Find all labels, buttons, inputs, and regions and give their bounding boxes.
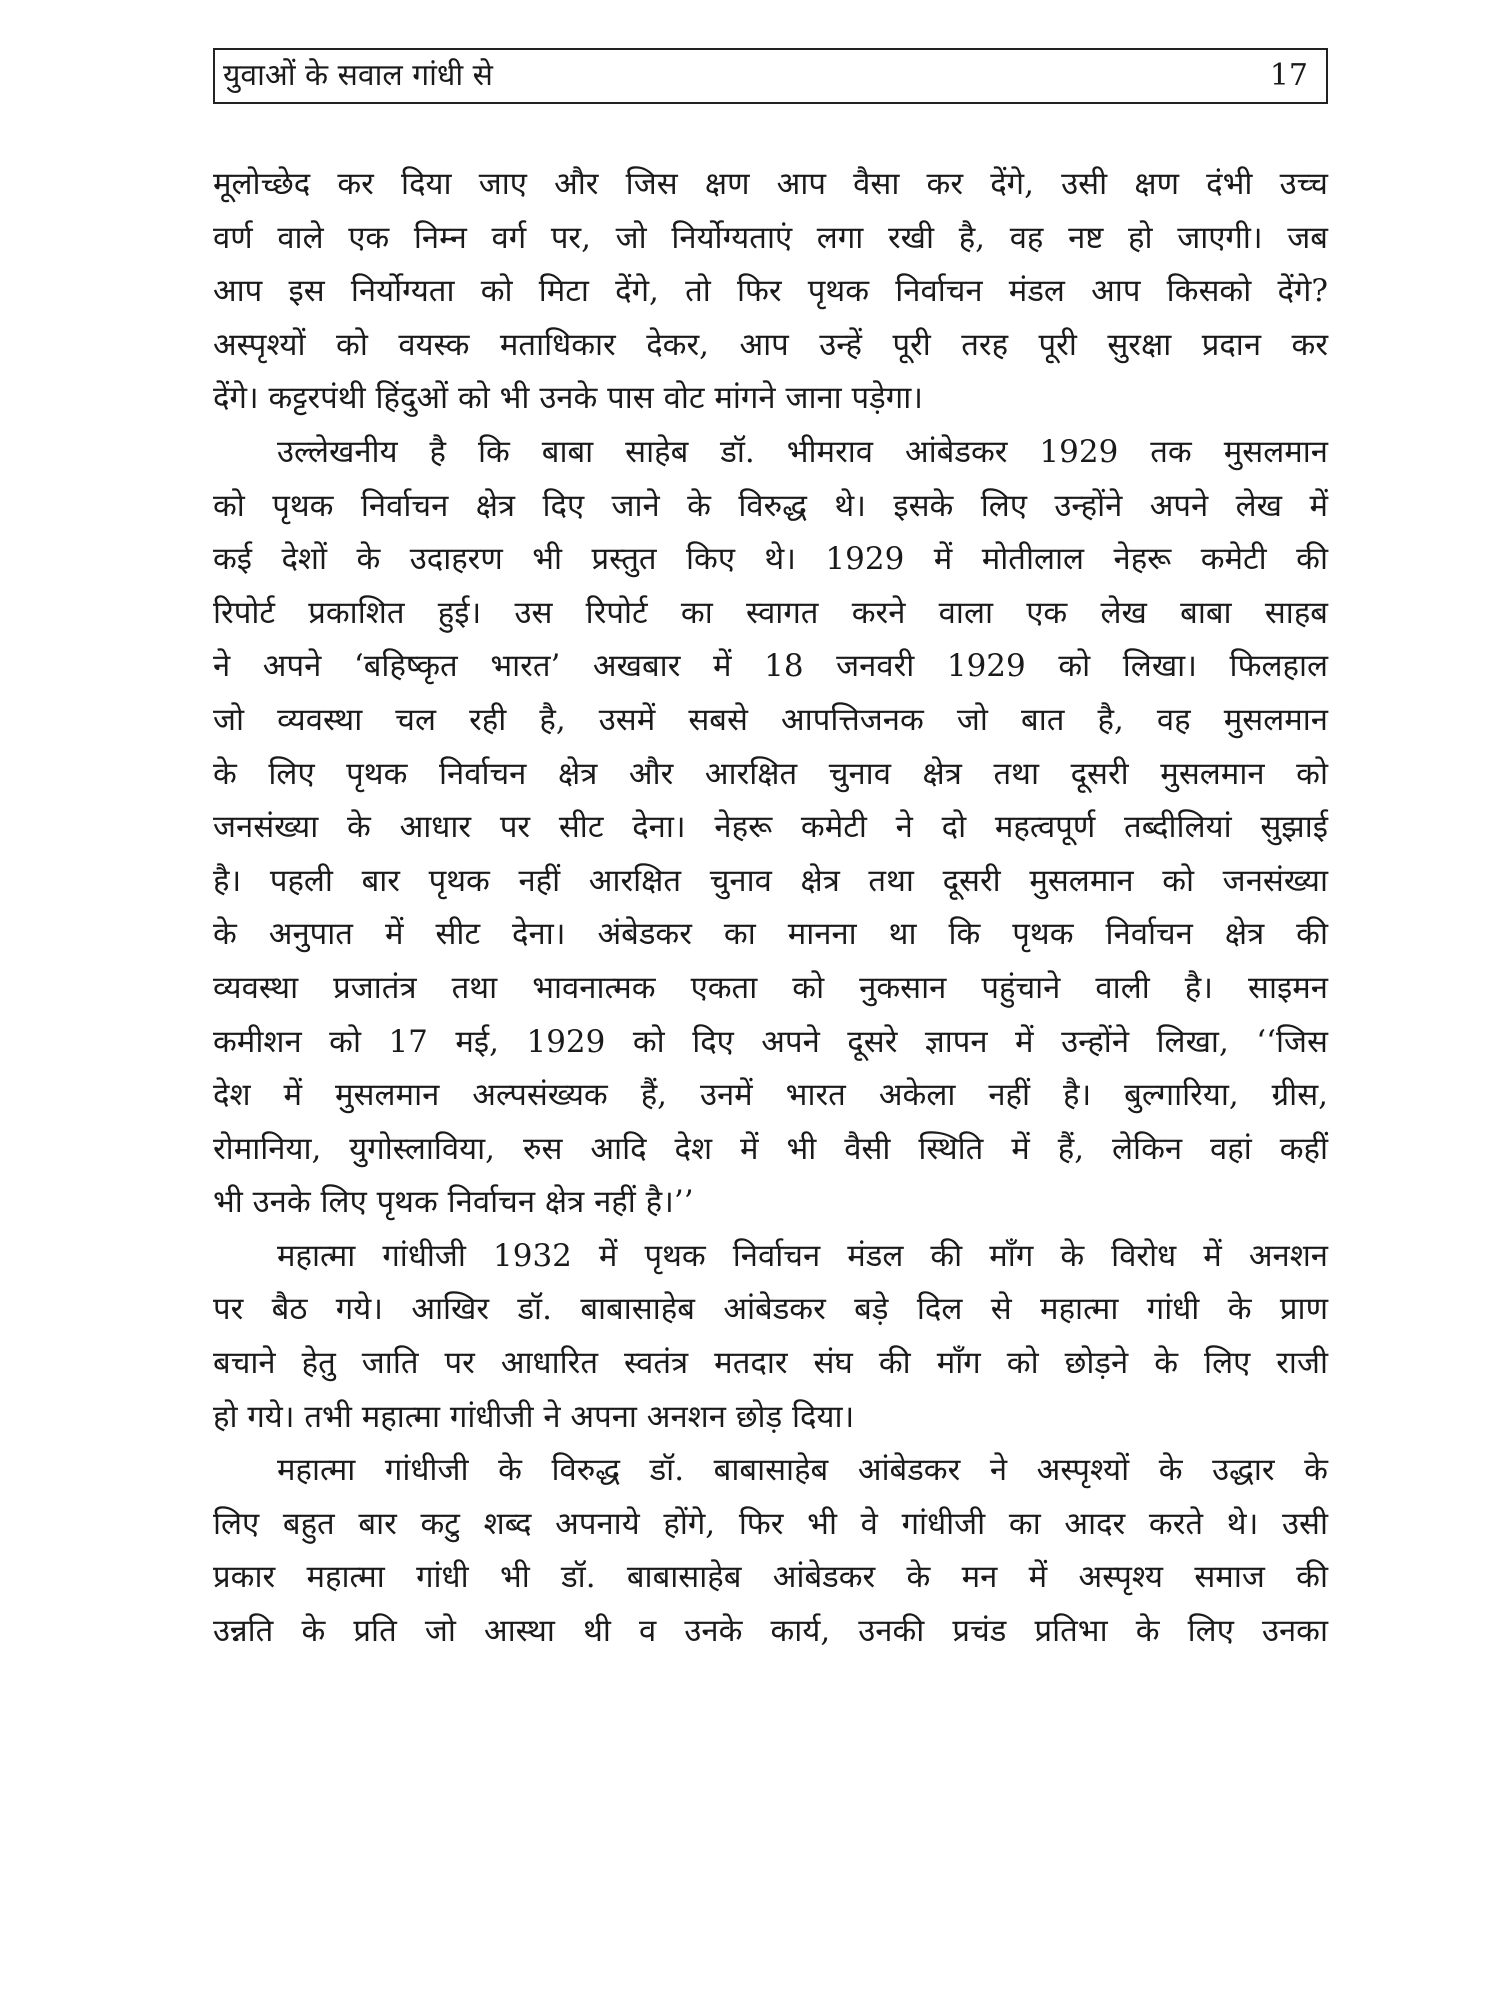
paragraph: [213, 1444, 1328, 1658]
text-line: के लिए पृथक निर्वाचन क्षेत्र और आरक्षित चुनाव क्षेत्र तथा दूसरी मुसलमान को: [213, 755, 1328, 792]
text-line: उन्नति के प्रति जो आस्था थी व उनके कार्य, उनकी प्रचंड प्रतिभा के लिए उनका: [213, 1613, 1328, 1650]
text-line: है। पहली बार पृथक नहीं आरक्षित चुनाव क्षेत्र तथा दूसरी मुसलमान को जनसंख्या: [213, 862, 1328, 899]
paragraph: [213, 1230, 1328, 1444]
text-line: आप इस निर्योग्यता को मिटा देंगे, तो फिर पृथक निर्वाचन मंडल आप किसको देंगे?: [213, 273, 1328, 310]
running-header: [213, 48, 1328, 104]
text-line: बचाने हेतु जाति पर आधारित स्वतंत्र मतदार संघ की माँग को छोड़ने के लिए राजी: [213, 1345, 1328, 1382]
text-line: को पृथक निर्वाचन क्षेत्र दिए जाने के विरुद्ध थे। इसके लिए उन्होंने अपने लेख में: [213, 487, 1328, 524]
text-line: कई देशों के उदाहरण भी प्रस्तुत किए थे। 1929 में मोतीलाल नेहरू कमेटी की: [213, 541, 1328, 578]
text-line: रिपोर्ट प्रकाशित हुई। उस रिपोर्ट का स्वागत करने वाला एक लेख बाबा साहब: [213, 594, 1328, 631]
header-title: युवाओं के सवाल गांधी से: [223, 58, 493, 93]
text-line: कमीशन को 17 मई, 1929 को दिए अपने दूसरे ज्ञापन में उन्होंने लिखा, ‘‘जिस: [213, 1023, 1328, 1060]
text-line: पर बैठ गये। आखिर डॉ. बाबासाहेब आंबेडकर बड़े दिल से महात्मा गांधी के प्राण: [213, 1291, 1328, 1328]
text-line: देश में मुसलमान अल्पसंख्यक हैं, उनमें भारत अकेला नहीं है। बुल्गारिया, ग्रीस,: [213, 1077, 1328, 1114]
text-line: मूलोच्छेद कर दिया जाए और जिस क्षण आप वैसा कर देंगे, उसी क्षण दंभी उच्च: [213, 166, 1328, 202]
text-line: भी उनके लिए पृथक निर्वाचन क्षेत्र नहीं है।’’: [213, 1184, 694, 1221]
text-line: अस्पृश्यों को वयस्क मताधिकार देकर, आप उन्हें पूरी तरह पूरी सुरक्षा प्रदान कर: [213, 326, 1328, 363]
text-line: जनसंख्या के आधार पर सीट देना। नेहरू कमेटी ने दो महत्वपूर्ण तब्दीलियां सुझाई: [213, 809, 1328, 846]
text-line: महात्मा गांधीजी 1932 में पृथक निर्वाचन मंडल की माँग के विरोध में अनशन: [277, 1237, 1328, 1274]
text-line: देंगे। कट्टरपंथी हिंदुओं को भी उनके पास वोट मांगने जाना पड़ेगा।: [213, 380, 923, 417]
text-line: व्यवस्था प्रजातंत्र तथा भावनात्मक एकता को नुकसान पहुंचाने वाली है। साइमन: [213, 969, 1328, 1006]
text-line: के अनुपात में सीट देना। अंबेडकर का मानना था कि पृथक निर्वाचन क्षेत्र की: [213, 916, 1328, 953]
body-text: [213, 158, 1328, 1659]
text-line: महात्मा गांधीजी के विरुद्ध डॉ. बाबासाहेब आंबेडकर ने अस्पृश्यों के उद्धार के: [277, 1452, 1328, 1489]
paragraph: [213, 158, 1328, 426]
text-line: ने अपने ‘बहिष्कृत भारत’ अखबार में 18 जनवरी 1929 को लिखा। फिलहाल: [213, 648, 1328, 685]
text-line: प्रकार महात्मा गांधी भी डॉ. बाबासाहेब आंबेडकर के मन में अस्पृश्य समाज की: [213, 1559, 1328, 1596]
paragraph: [213, 426, 1328, 1230]
text-line: हो गये। तभी महात्मा गांधीजी ने अपना अनशन छोड़ दिया।: [213, 1398, 855, 1435]
text-line: उल्लेखनीय है कि बाबा साहेब डॉ. भीमराव आंबेडकर 1929 तक मुसलमान: [277, 433, 1328, 470]
page-number: 17: [1269, 58, 1308, 93]
text-line: वर्ण वाले एक निम्न वर्ग पर, जो निर्योग्यताएं लगा रखी है, वह नष्ट हो जाएगी। जब: [213, 219, 1328, 256]
text-line: रोमानिया, युगोस्लाविया, रुस आदि देश में भी वैसी स्थिति में हैं, लेकिन वहां कहीं: [213, 1130, 1328, 1167]
text-line: जो व्यवस्था चल रही है, उसमें सबसे आपत्तिजनक जो बात है, वह मुसलमान: [213, 701, 1328, 738]
text-line: लिए बहुत बार कटु शब्द अपनाये होंगे, फिर भी वे गांधीजी का आदर करते थे। उसी: [213, 1505, 1328, 1542]
